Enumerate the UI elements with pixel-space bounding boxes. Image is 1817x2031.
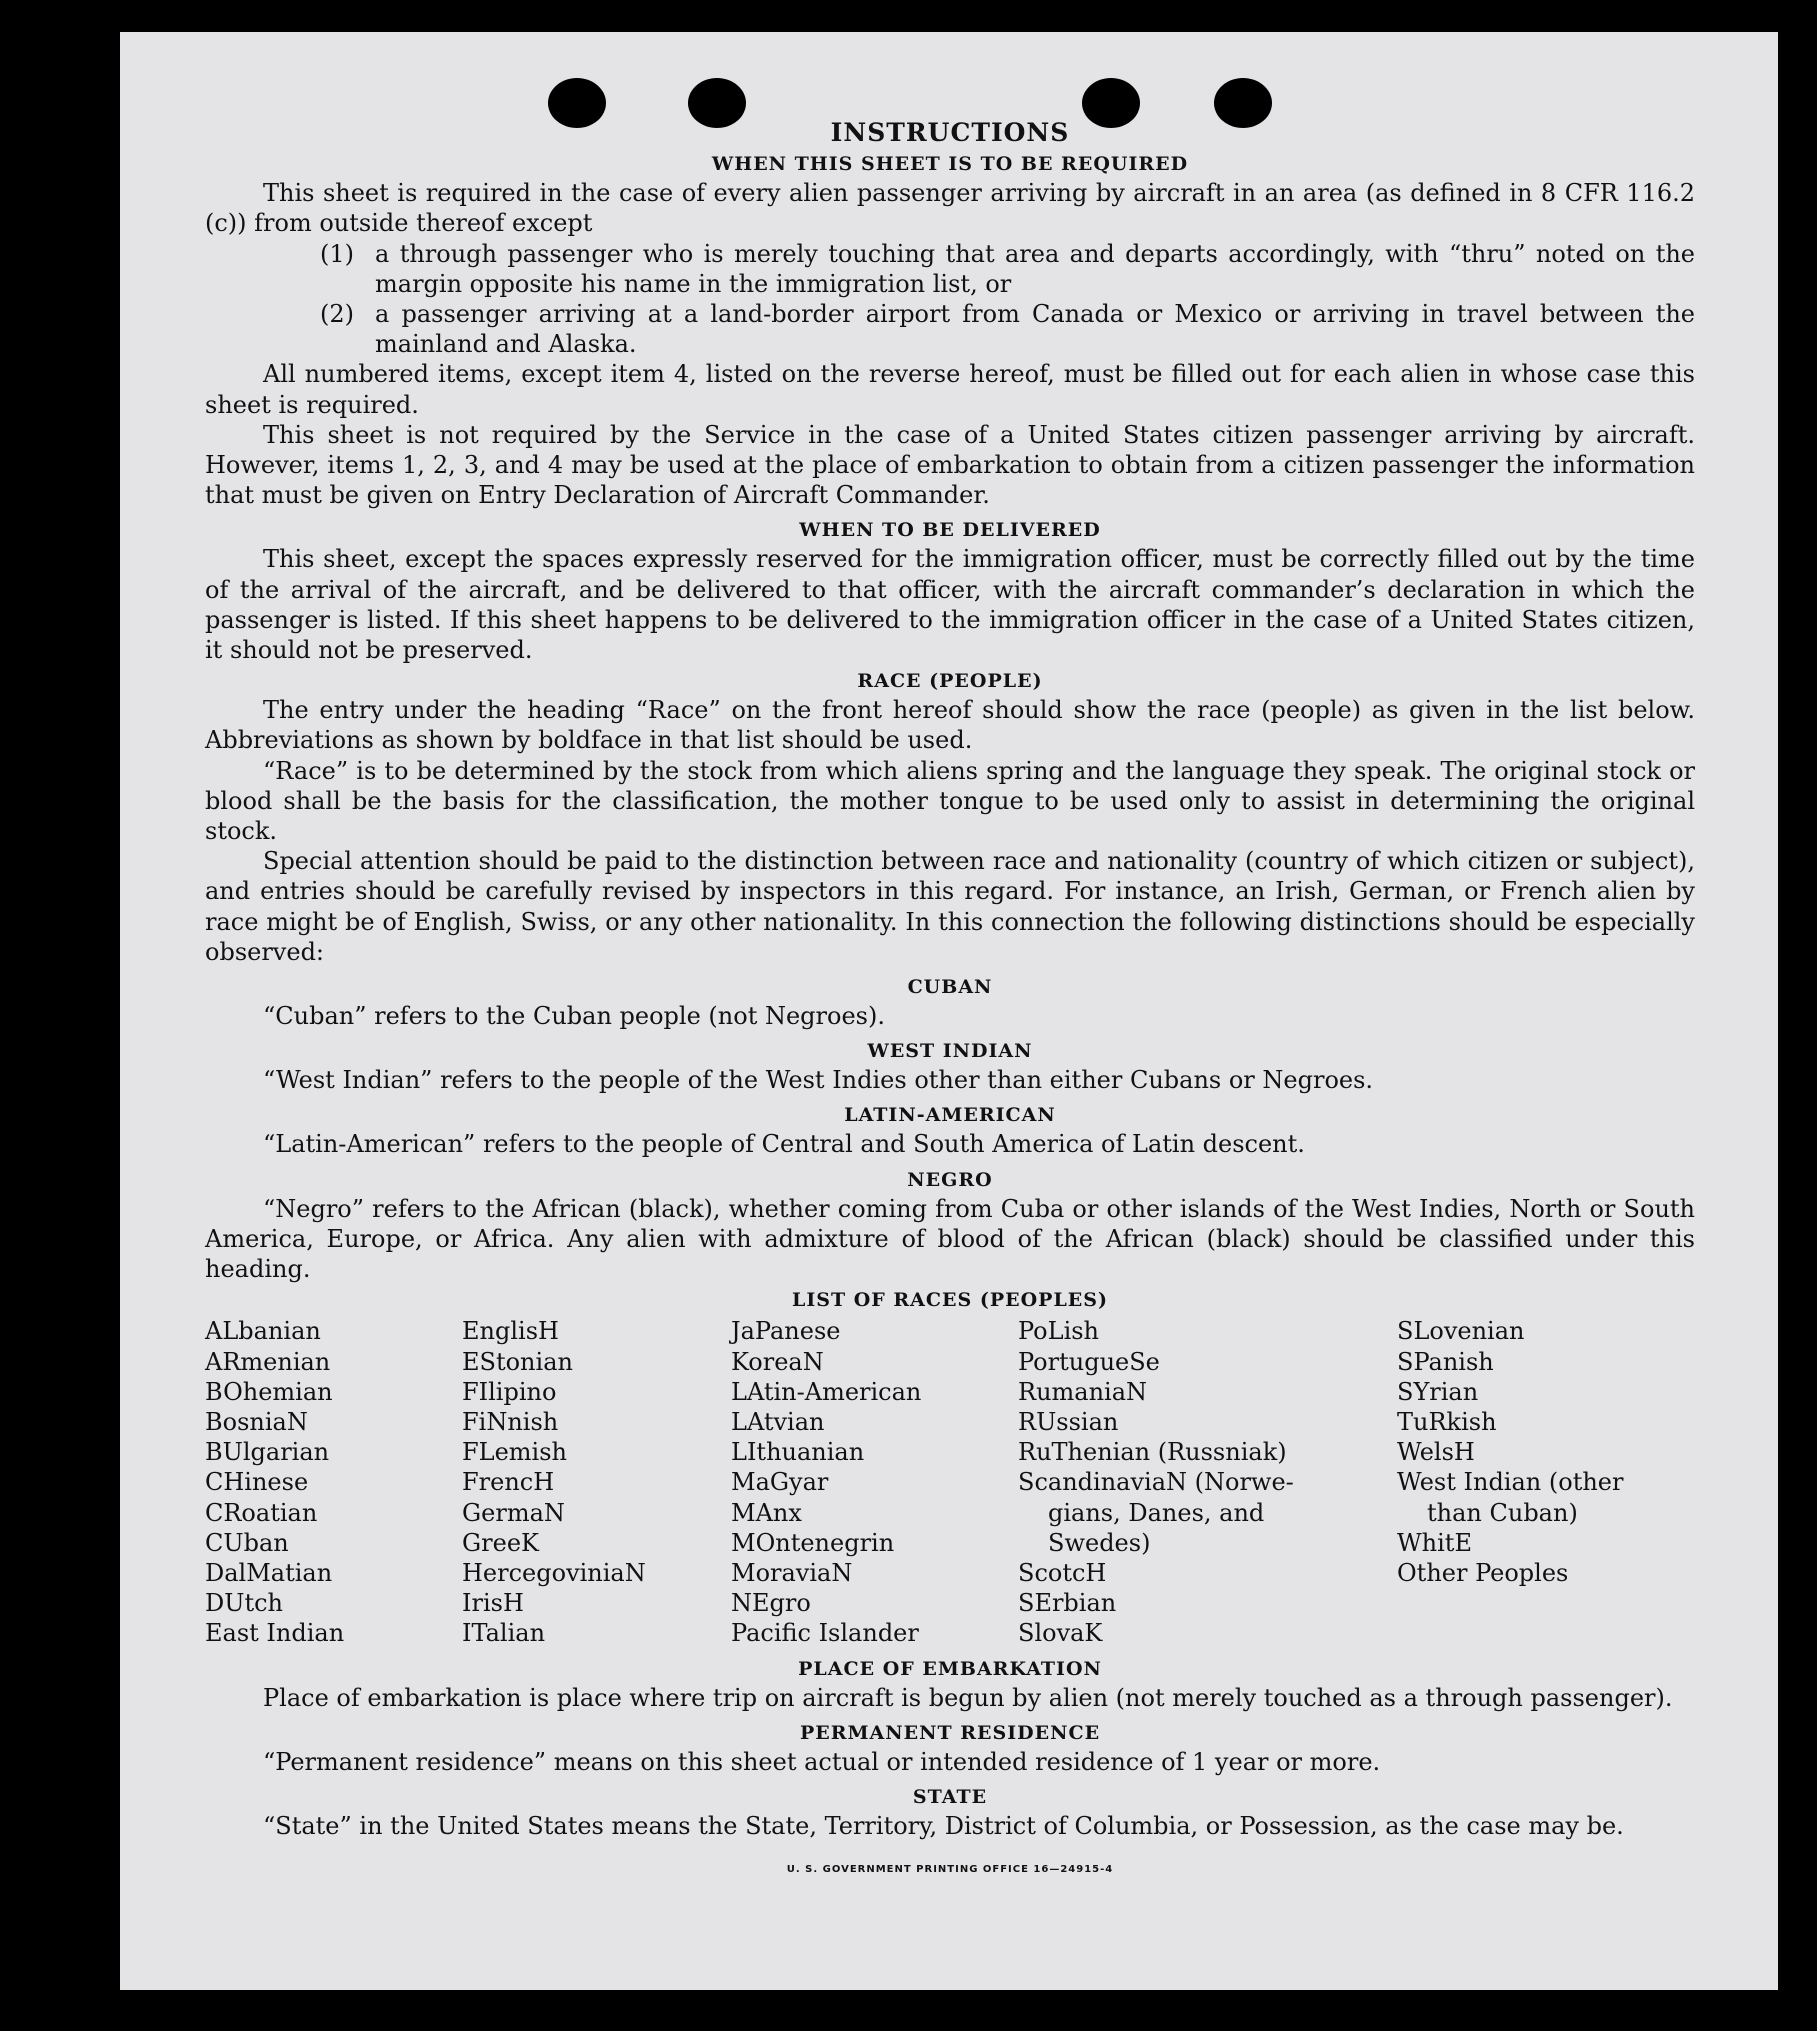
race-entry: LAtvian [731, 1407, 825, 1436]
paragraph: “Race” is to be determined by the stock from which aliens spring and the language they speak. The original stock or blood shall be the basis for the classification, the mother tongue to be used only to assist in determining the original stock. [205, 756, 1695, 846]
race-entry: HercegoviniaN [462, 1558, 646, 1587]
race-entry-continued: Swedes) [1048, 1528, 1151, 1557]
race-entry: BOhemian [205, 1377, 333, 1406]
paragraph: This sheet is required in the case of every alien passenger arriving by aircraft in an area (as defined in 8 CFR 116.2 (c)) from outside thereof except [205, 179, 1695, 238]
race-entry: BosniaN [205, 1407, 308, 1436]
paragraph: “Latin-American” refers to the people of Central and South America of Latin descent. [263, 1130, 1305, 1159]
race-entry: GreeK [462, 1528, 539, 1557]
race-entry: WelsH [1397, 1438, 1475, 1467]
section-heading-negro: NEGRO [907, 1168, 993, 1191]
paragraph: Place of embarkation is place where trip on aircraft is begun by alien (not merely touched as a through passenger). [263, 1683, 1673, 1712]
race-entry: ITalian [462, 1619, 546, 1648]
item-text: a through passenger who is merely touching that area and departs accordingly, with “thru” noted on the margin opposite his name in the immigration list, or [375, 239, 1695, 298]
section-heading-delivered: WHEN TO BE DELIVERED [799, 519, 1101, 542]
section-heading-required: WHEN THIS SHEET IS TO BE REQUIRED [711, 153, 1189, 176]
paragraph: “Cuban” refers to the Cuban people (not Negroes). [263, 1002, 885, 1031]
race-entry: DalMatian [205, 1558, 333, 1587]
race-entry: SlovaK [1018, 1619, 1103, 1648]
race-entry: LAtin-American [731, 1377, 922, 1406]
section-heading-latin-american: LATIN-AMERICAN [844, 1104, 1056, 1127]
item-text: a passenger arriving at a land-border airport from Canada or Mexico or arriving in travel between the mainland and Alaska. [375, 300, 1695, 359]
paragraph: “West Indian” refers to the people of the West Indies other than either Cubans or Negroes. [263, 1066, 1374, 1095]
race-entry: ScotcH [1018, 1558, 1107, 1587]
race-column [1018, 1316, 1317, 1648]
race-entry: WhitE [1397, 1528, 1472, 1557]
race-entry: RumaniaN [1018, 1377, 1148, 1406]
page-title: INSTRUCTIONS [830, 118, 1070, 147]
race-entry: MAnx [731, 1498, 802, 1527]
race-entry: MoraviaN [731, 1558, 853, 1587]
race-entry: EnglisH [462, 1317, 559, 1346]
race-entry: SYrian [1397, 1377, 1479, 1406]
race-entry: ALbanian [205, 1317, 321, 1346]
race-entry: NEgro [731, 1589, 811, 1618]
paragraph: The entry under the heading “Race” on the front hereof should show the race (people) as given in the list below. Abbreviations as shown by boldface in that list should be used. [205, 696, 1695, 755]
race-entry-continued: gians, Danes, and [1048, 1498, 1265, 1527]
race-entry: CUban [205, 1528, 289, 1557]
race-entry: FIlipino [462, 1377, 557, 1406]
race-entry: LIthuanian [731, 1438, 865, 1467]
race-entry: SLovenian [1397, 1317, 1525, 1346]
race-entry: CHinese [205, 1468, 309, 1497]
section-heading-west-indian: WEST INDIAN [867, 1040, 1033, 1063]
race-entry: West Indian (other [1397, 1468, 1624, 1497]
race-entry: DUtch [205, 1589, 284, 1618]
instructions-body [205, 118, 1695, 1885]
section-heading-cuban: CUBAN [907, 976, 993, 999]
race-entry: TuRkish [1397, 1407, 1497, 1436]
list-item [320, 239, 1695, 299]
race-column [731, 1316, 1018, 1648]
race-entry: RuThenian (Russniak) [1018, 1438, 1287, 1467]
section-heading-race: RACE (PEOPLE) [857, 670, 1043, 693]
race-entry: MaGyar [731, 1468, 829, 1497]
race-entry: KoreaN [731, 1347, 824, 1376]
race-entry: FLemish [462, 1438, 567, 1467]
section-heading-state: STATE [912, 1785, 988, 1808]
race-entry: FiNnish [462, 1407, 559, 1436]
paragraph: This sheet, except the spaces expressly reserved for the immigration officer, must be correctly filled out by the time of the arrival of the aircraft, and be delivered to that officer, with the aircraft commander’s declaration in which the passenger is listed. If this sheet happens to be delivered to the immigration officer in the case of a United States citizen, it should not be preserved. [205, 545, 1695, 665]
race-column [205, 1316, 462, 1648]
item-number: (1) [320, 239, 354, 268]
paragraph: “State” in the United States means the State, Territory, District of Columbia, or Possession, as the case may be. [263, 1811, 1624, 1840]
race-column [462, 1316, 731, 1648]
race-entry: SPanish [1397, 1347, 1494, 1376]
race-entry: PoLish [1018, 1317, 1100, 1346]
printer-footer: U. S. GOVERNMENT PRINTING OFFICE 16—24915-4 [786, 1864, 1114, 1876]
race-column [1397, 1316, 1687, 1648]
race-entry: MOntenegrin [731, 1528, 895, 1557]
section-heading-embarkation: PLACE OF EMBARKATION [798, 1657, 1102, 1680]
paragraph: This sheet is not required by the Service in the case of a United States citizen passenger arriving by aircraft. However, items 1, 2, 3, and 4 may be used at the place of embarkation to obtain from a citizen passenger the information that must be given on Entry Declaration of Aircraft Commander. [205, 420, 1695, 510]
race-entry: SErbian [1018, 1589, 1117, 1618]
list-item [320, 299, 1695, 359]
race-entry: ARmenian [205, 1347, 331, 1376]
race-entry: PortugueSe [1018, 1347, 1160, 1376]
race-list [205, 1316, 1695, 1648]
race-entry: IrisH [462, 1589, 524, 1618]
paragraph: “Permanent residence” means on this sheet actual or intended residence of 1 year or more. [263, 1747, 1381, 1776]
paragraph: Special attention should be paid to the distinction between race and nationality (country of which citizen or subject), and entries should be carefully revised by inspectors in this regard. For instance, an Irish, German, or French alien by race might be of English, Swiss, or any other nationality. In this connection the following distinctions should be especially observed: [205, 847, 1695, 966]
section-heading-list-of-races: LIST OF RACES (PEOPLES) [792, 1289, 1108, 1312]
race-entry: FrencH [462, 1468, 555, 1497]
race-entry: EStonian [462, 1347, 573, 1376]
race-entry: ScandinaviaN (Norwe- [1018, 1468, 1294, 1497]
race-entry: CRoatian [205, 1498, 318, 1527]
race-entry: GermaN [462, 1498, 565, 1527]
document-page [120, 32, 1778, 1990]
race-entry: BUlgarian [205, 1438, 330, 1467]
race-entry-continued: than Cuban) [1427, 1498, 1578, 1527]
paragraph: “Negro” refers to the African (black), whether coming from Cuba or other islands of the West Indies, North or South America, Europe, or Africa. Any alien with admixture of blood of the African (black) should be classified under this heading. [205, 1194, 1695, 1284]
race-entry: RUssian [1018, 1407, 1119, 1436]
race-entry: Other Peoples [1397, 1558, 1569, 1587]
race-entry: Pacific Islander [731, 1619, 919, 1648]
race-entry: East Indian [205, 1619, 345, 1648]
section-heading-residence: PERMANENT RESIDENCE [799, 1721, 1101, 1744]
race-entry: JaPanese [731, 1317, 841, 1346]
item-number: (2) [320, 300, 354, 329]
paragraph: All numbered items, except item 4, listed on the reverse hereof, must be filled out for each alien in whose case this sheet is required. [205, 360, 1695, 419]
